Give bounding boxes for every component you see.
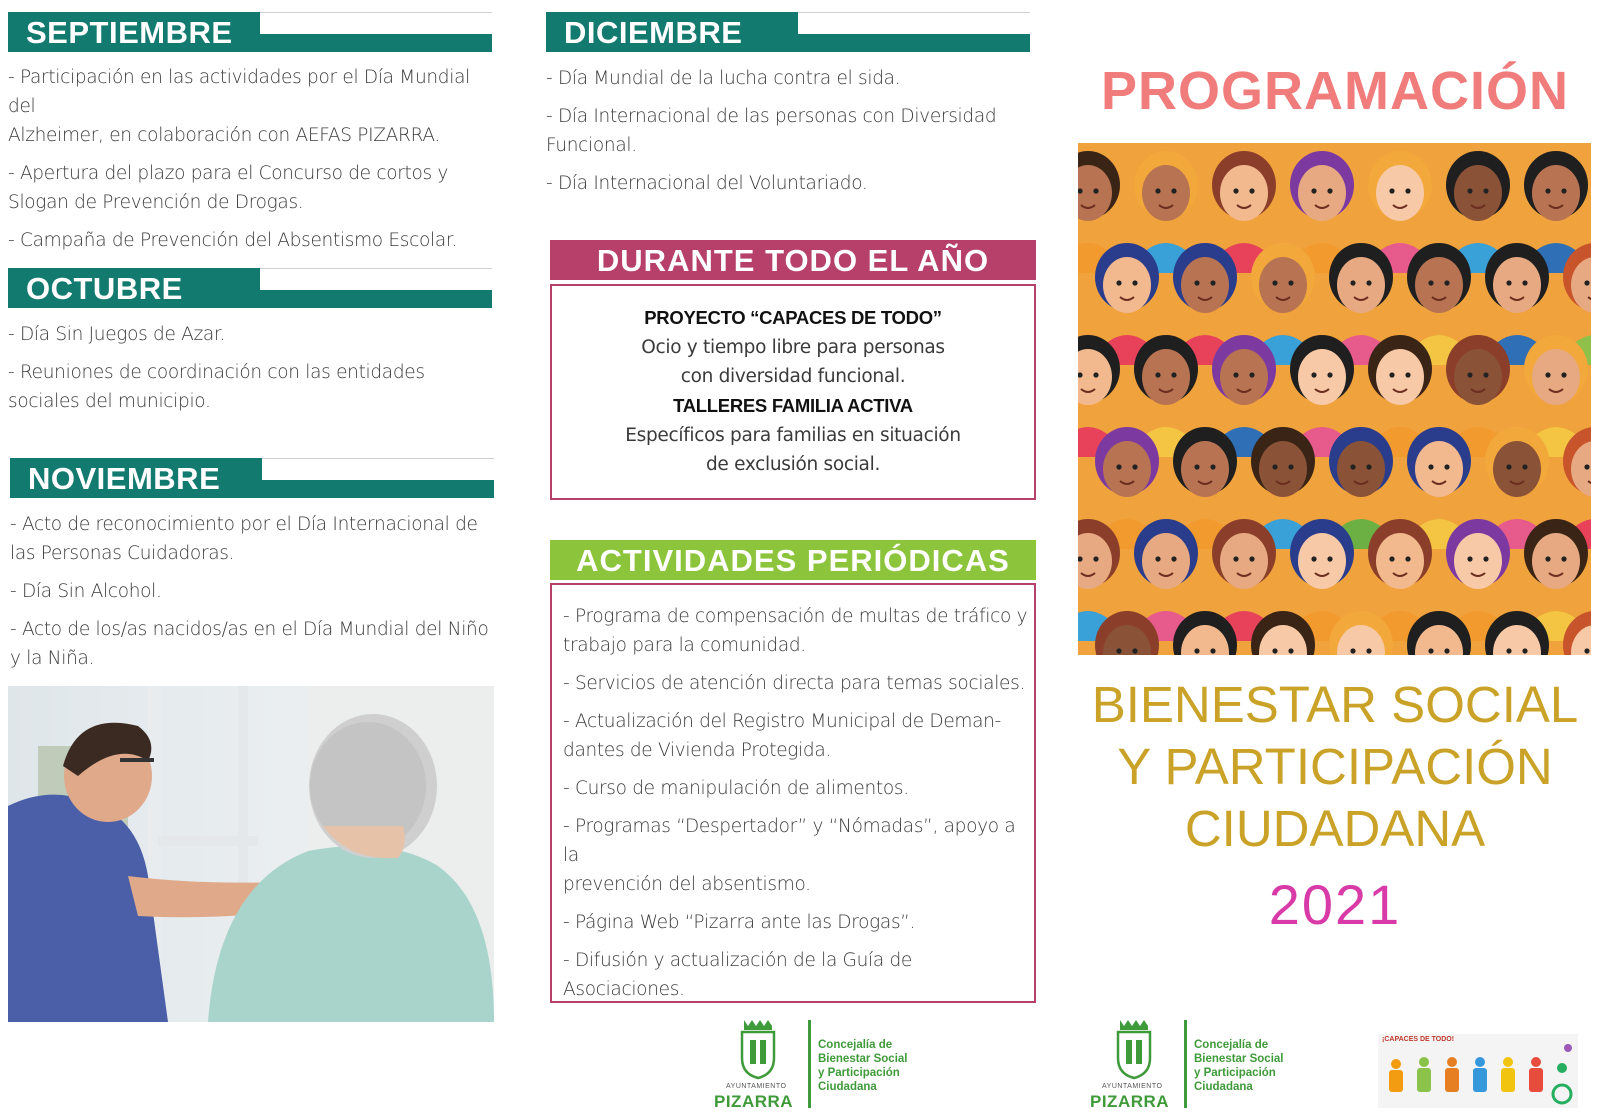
list-item: las Personas Cuidadoras. <box>10 543 235 564</box>
concejalia-text: Concejalía de Bienestar Social y Participación Ciudadana <box>1194 1039 1284 1093</box>
list-item: - Día Internacional del Voluntariado. <box>546 173 868 194</box>
proyecto-title: PROYECTO “CAPACES DE TODO” <box>644 307 942 328</box>
durante-banner: DURANTE TODO EL AÑO <box>550 240 1036 280</box>
cover-title-line1: BIENESTAR SOCIAL <box>1091 676 1579 733</box>
list-item: - Día Mundial de la lucha contra el sida. <box>546 68 901 89</box>
list-item: dantes de Vivienda Protegida. <box>563 740 831 761</box>
talleres-line1: Específicos para familias en situación <box>625 425 961 446</box>
noviembre-header <box>10 458 494 498</box>
list-item: Alzheimer, en colaboración con AEFAS PIZARRA. <box>8 125 440 146</box>
list-item: - Día Sin Alcohol. <box>10 581 162 602</box>
list-item: - Día Internacional de las personas con Diversidad <box>546 106 997 127</box>
list-item: - Participación en las actividades por el Día Mundial del <box>8 67 470 117</box>
talleres-line2: de exclusión social. <box>705 454 881 475</box>
cover-title-line3: CIUDADANA <box>1184 800 1486 857</box>
list-item: - Día Sin Juegos de Azar. <box>8 324 226 345</box>
octubre-list <box>8 320 498 416</box>
list-item: - Campaña de Prevención del Absentismo Escolar. <box>8 230 458 251</box>
periodicas-box <box>550 583 1036 1003</box>
programacion-title: PROGRAMACIÓN <box>1101 61 1569 121</box>
capaces-de-todo-badge <box>1378 1034 1578 1108</box>
shield-icon <box>738 1018 778 1085</box>
list-item: sociales del municipio. <box>8 391 211 412</box>
durante-box <box>550 284 1036 500</box>
periodicas-banner: ACTIVIDADES PERIÓDICAS <box>550 540 1036 580</box>
diciembre-header <box>546 12 1030 52</box>
list-item: - Difusión y actualización de la Guía de Asociaciones. <box>563 950 913 1000</box>
list-item: - Acto de reconocimiento por el Día Internacional de <box>10 514 478 535</box>
cover-title-line2: Y PARTICIPACIÓN <box>1117 738 1553 795</box>
list-item: - Programa de compensación de multas de tráfico y <box>563 606 1028 627</box>
ayuntamiento-logo <box>712 1018 922 1111</box>
shield-icon <box>1114 1018 1154 1085</box>
diverse-figures-icon <box>1378 1034 1578 1108</box>
list-item: - Acto de los/as nacidos/as en el Día Mundial del Niño <box>10 619 489 640</box>
list-item: - Servicios de atención directa para temas sociales. <box>563 673 1026 694</box>
list-item: Slogan de Prevención de Drogas. <box>8 192 304 213</box>
ayuntamiento-logo-cover <box>1088 1018 1298 1111</box>
septiembre-title: SEPTIEMBRE <box>26 15 233 50</box>
septiembre-header <box>8 12 492 52</box>
diciembre-list <box>546 64 1036 198</box>
list-item: y la Niña. <box>10 648 95 669</box>
list-item: - Actualización del Registro Municipal de Deman- <box>563 711 1001 732</box>
pizarra-label: PIZARRA <box>1090 1092 1170 1111</box>
noviembre-list <box>10 510 500 673</box>
caregiver-photo <box>8 686 494 1022</box>
cover-year: 2021 <box>1268 873 1402 936</box>
octubre-title: OCTUBRE <box>26 271 183 306</box>
cover-title <box>1060 674 1600 860</box>
ayuntamiento-label: AYUNTAMIENTO <box>726 1083 787 1090</box>
octubre-header <box>8 268 492 308</box>
proyecto-line2: con diversidad funcional. <box>680 366 906 387</box>
ayuntamiento-label: AYUNTAMIENTO <box>1102 1083 1163 1090</box>
list-item: - Reuniones de coordinación con las entidades <box>8 362 425 383</box>
crowd-illustration <box>1078 143 1591 655</box>
pizarra-label: PIZARRA <box>714 1092 794 1111</box>
talleres-title: TALLERES FAMILIA ACTIVA <box>673 395 913 416</box>
list-item: Funcional. <box>546 135 637 156</box>
list-item: - Página Web “Pizarra ante las Drogas”. <box>563 912 916 933</box>
noviembre-title: NOVIEMBRE <box>28 461 221 496</box>
concejalia-text: Concejalía de Bienestar Social y Participación Ciudadana <box>818 1039 908 1093</box>
diciembre-title: DICIEMBRE <box>564 15 743 50</box>
capaces-badge-title: ¡CAPACES DE TODO! <box>1382 1036 1455 1043</box>
list-item: - Apertura del plazo para el Concurso de cortos y <box>8 163 449 184</box>
list-item: prevención del absentismo. <box>563 874 811 895</box>
septiembre-list <box>8 63 498 255</box>
list-item: trabajo para la comunidad. <box>563 635 806 656</box>
list-item: - Programas “Despertador” y “Nómadas”, apoyo a la <box>563 816 1016 866</box>
list-item: - Curso de manipulación de alimentos. <box>563 778 909 799</box>
proyecto-line1: Ocio y tiempo libre para personas <box>641 337 945 358</box>
